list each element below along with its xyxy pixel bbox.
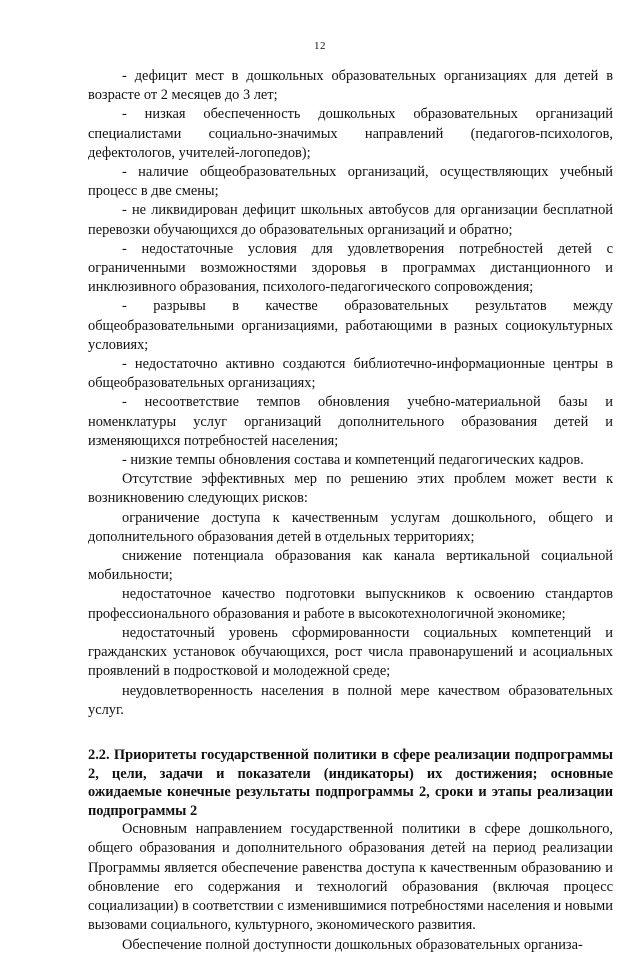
section-spacer [88, 720, 613, 746]
risk-item: недостаточное качество подготовки выпускников к освоению стандартов профессионального образования и работе в высокотехнологичной экономике; [88, 586, 613, 622]
risk-item: недостаточный уровень сформированности социальных компетенций и гражданских установок обучающихся, рост числа правонарушений и асоциальных проявлений в подростковой и молодежной среде; [88, 624, 613, 680]
list-item: - низкие темпы обновления состава и компетенций педагогических кадров. [122, 452, 584, 469]
list-item: - низкая обеспеченность дошкольных образовательных организаций специалистами социально-значимых направлений (педагогов-психологов, дефектологов, учителей-логопедов); [88, 106, 613, 161]
list-item: - наличие общеобразовательных организаций, осуществляющих учебный процесс в две смены; [88, 164, 613, 200]
risk-item: неудовлетворенность населения в полной мере качеством образовательных услуг. [88, 682, 613, 718]
page-number: 12 [314, 40, 326, 52]
list-item: - несоответствие темпов обновления учебно-материальной базы и номенклатуры услуг организаций дополнительного образования детей и изменяющихся потребностей населения; [88, 394, 613, 449]
body-paragraph: Обеспечение полной доступности дошкольных образовательных организа- [122, 936, 583, 953]
list-item: - не ликвидирован дефицит школьных автобусов для организации бесплатной перевозки обучающихся до образовательных организаций и обратно; [88, 202, 613, 238]
list-item: - недостаточные условия для удовлетворения потребностей детей с ограниченными возможностями здоровья в программах дистанционного и инклюзивного образования, психолого-педагогического сопровождения; [88, 240, 613, 296]
list-item: - дефицит мест в дошкольных образовательных организациях для детей в возрасте от 2 месяцев до 3 лет; [88, 68, 613, 104]
risk-item: снижение потенциала образования как канала вертикальной социальной мобильности; [88, 548, 613, 584]
list-item: - разрывы в качестве образовательных результатов между общеобразовательными организациями, работающими в разных социокультурных условиях; [88, 298, 613, 353]
risk-item: ограничение доступа к качественным услугам дошкольного, общего и дополнительного образования детей в отдельных территориях; [88, 509, 613, 545]
risks-intro-paragraph: Отсутствие эффективных мер по решению этих проблем может вести к возникновению следующих рисков: [88, 471, 613, 507]
section-heading: 2.2. Приоритеты государственной политики в сфере реализации подпрограммы 2, цели, задачи и показатели (индикаторы) их достижения; основные ожидаемые конечные результаты подпрограммы 2, сроки и этапы реализации подпрограммы 2 [88, 746, 613, 819]
list-item: - недостаточно активно создаются библиотечно-информационные центры в общеобразовательных организациях; [88, 356, 613, 392]
body-paragraph: Основным направлением государственной политики в сфере дошкольного, общего образования и дополнительного образования детей на период реализации Программы является обеспечение равенства доступа к качественным образованию и обновление его содержания и технологий образования (включая процесс социализации) в соответствии с изменившимися потребностями населения и новыми вызовами социального, культурного, экономического развития. [88, 821, 613, 934]
page-body [88, 67, 613, 955]
